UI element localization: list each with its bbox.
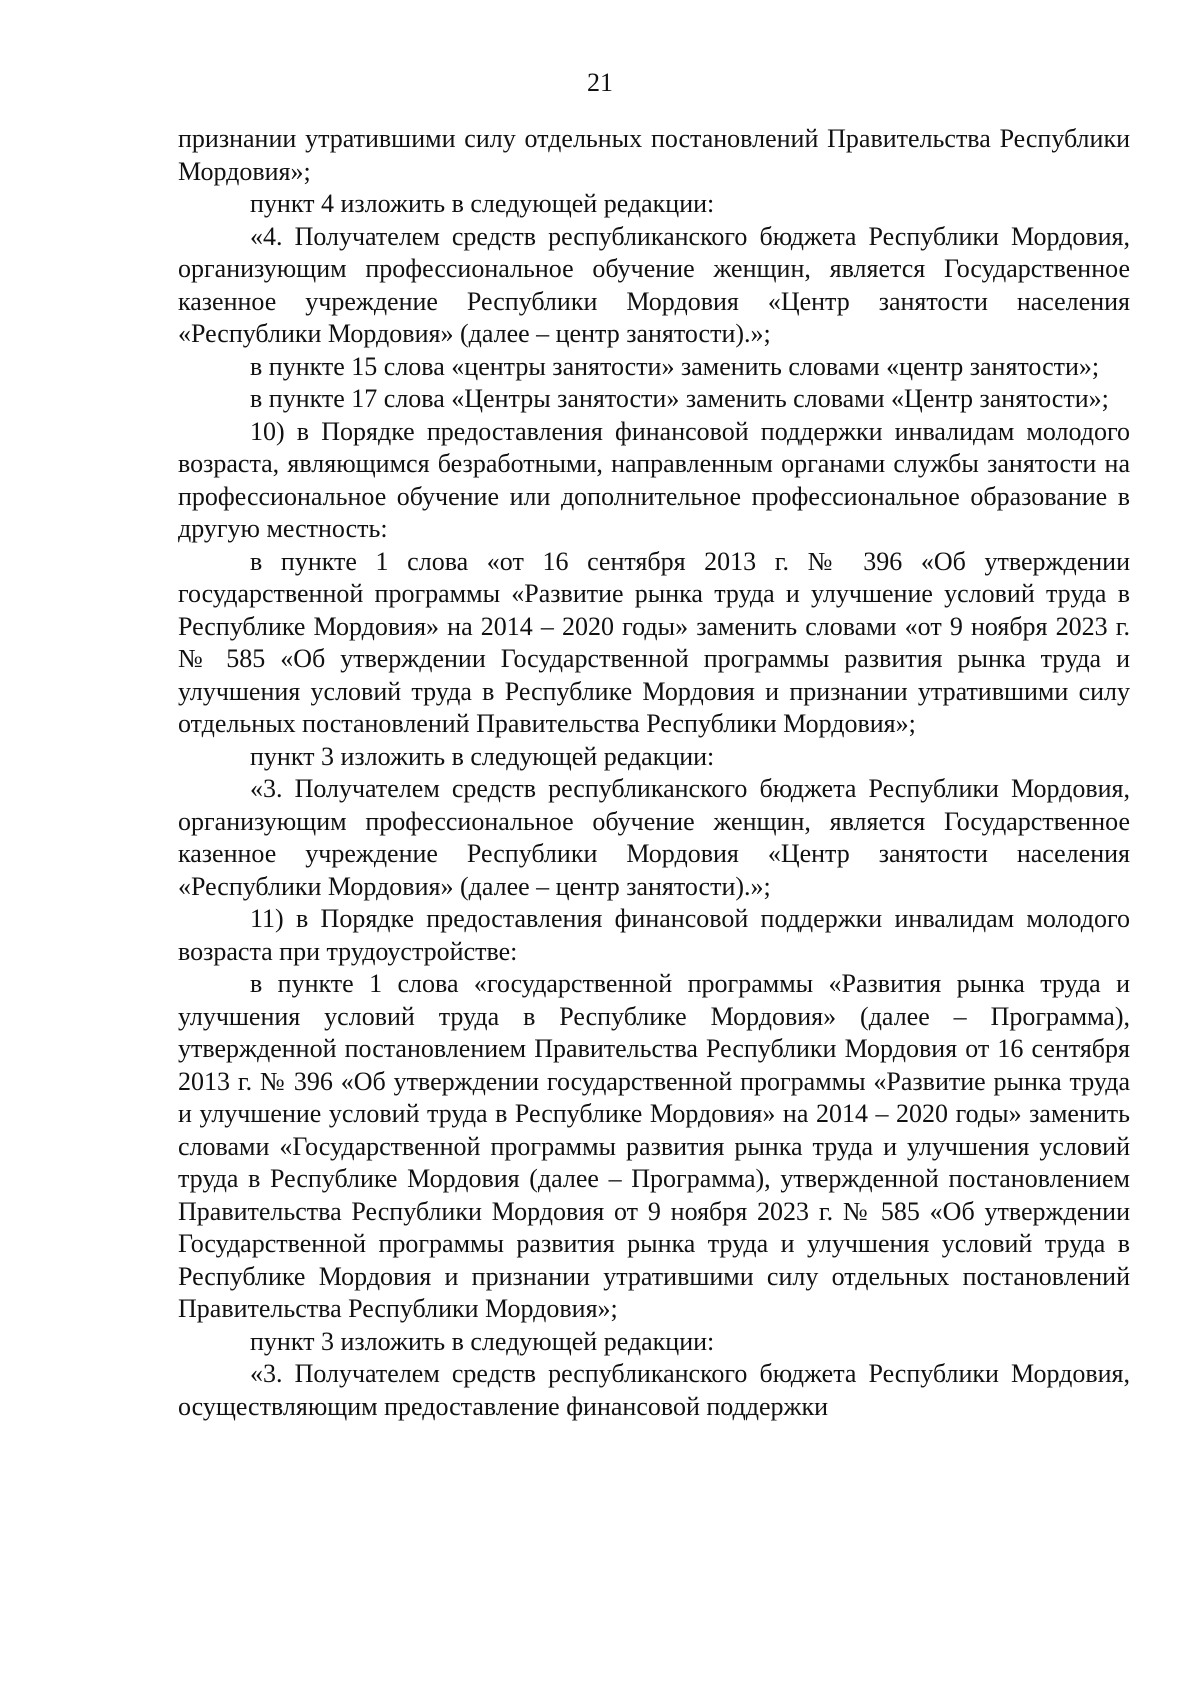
paragraph-item-10-point-3-intro: пункт 3 изложить в следующей редакции:: [250, 741, 715, 771]
paragraph-item-11-point-3-intro: пункт 3 изложить в следующей редакции:: [250, 1326, 715, 1356]
paragraph-item-11: 11) в Порядке предоставления финансовой поддержки инвалидам молодого возраста при трудоустройстве:: [178, 904, 1130, 966]
page-number: 21: [587, 68, 613, 97]
paragraph-item-11-point-3-text: «3. Получателем средств республиканского бюджета Республики Мордовия, осуществляющим предоставление финансовой поддержки: [178, 1359, 1130, 1421]
paragraph-point-15: в пункте 15 слова «центры занятости» заменить словами «центр занятости»;: [250, 351, 1100, 381]
paragraph-continuation: признании утратившими силу отдельных постановлений Правительства Республики Мордовия»;: [178, 124, 1130, 186]
paragraph-item-11-point-1: в пункте 1 слова «государственной программы «Развития рынка труда и улучшения условий труда в Республике Мордовия» (далее – Программа), утвержденной постановлением Правительства Республики Мордовия от 16 сентября 2013 г. № 396 «Об утверждении государственной программы «Развитие рынка труда и улучшение условий труда в Республике Мордовия» на 2014 – 2020 годы» заменить словами «Государственной программы развития рынка труда и улучшения условий труда в Республике Мордовия (далее – Программа), утвержденной постановлением Правительства Республики Мордовия от 9 ноября 2023 г. № 585 «Об утверждении Государственной программы развития рынка труда и улучшения условий труда в Республике Мордовия и признании утратившими силу отдельных постановлений Правительства Республики Мордовия»;: [178, 969, 1130, 1323]
paragraph-item-10: 10) в Порядке предоставления финансовой поддержки инвалидам молодого возраста, являющимся безработными, направленным органами службы занятости на профессиональное обучение или дополнительное профессиональное образование в другую местность:: [178, 416, 1130, 543]
paragraph-point-4-text: «4. Получателем средств республиканского бюджета Республики Мордовия, организующим профессиональное обучение женщин, является Государственное казенное учреждение Республики Мордовия «Центр занятости населения «Республики Мордовия» (далее – центр занятости).»;: [178, 221, 1130, 348]
paragraph-point-4-intro: пункт 4 изложить в следующей редакции:: [250, 189, 715, 218]
paragraph-item-10-point-3-text: «3. Получателем средств республиканского бюджета Республики Мордовия, организующим профессиональное обучение женщин, является Государственное казенное учреждение Республики Мордовия «Центр занятости населения «Республики Мордовия» (далее – центр занятости).»;: [178, 774, 1130, 901]
paragraph-point-17: в пункте 17 слова «Центры занятости» заменить словами «Центр занятости»;: [250, 384, 1109, 413]
paragraph-item-10-point-1: в пункте 1 слова «от 16 сентября 2013 г. № 396 «Об утверждении государственной программы «Развитие рынка труда и улучшение условий труда в Республике Мордовия» на 2014 – 2020 годы» заменить словами «от 9 ноября 2023 г. № 585 «Об утверждении Государственной программы развития рынка труда и улучшения условий труда в Республике Мордовия и признании утратившими силу отдельных постановлений Правительства Республики Мордовия»;: [178, 546, 1130, 738]
document-body: [178, 123, 1130, 1423]
